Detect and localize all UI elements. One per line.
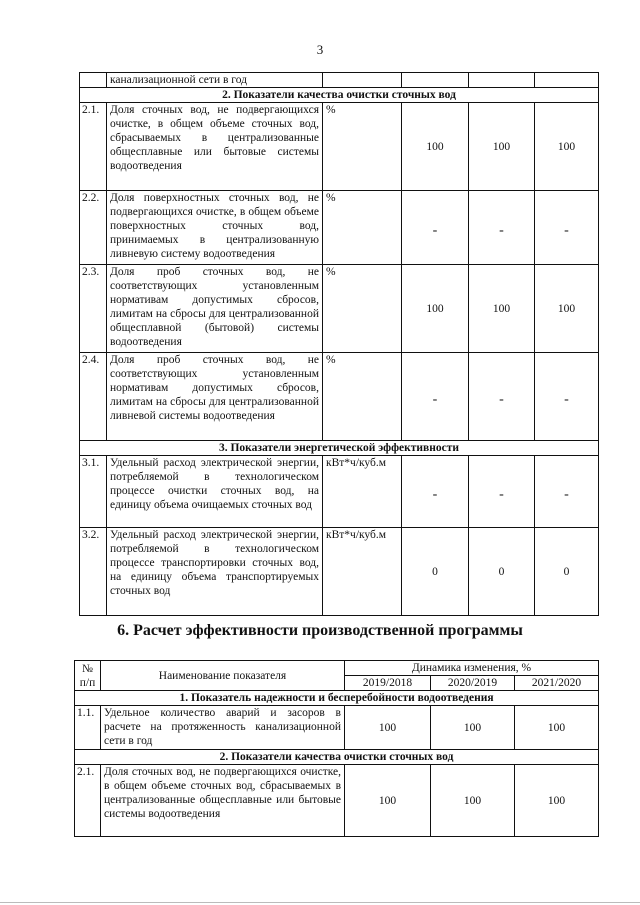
unit: % bbox=[323, 103, 402, 191]
table-row bbox=[80, 456, 599, 528]
indicator-name: Доля поверхностных сточных вод, не подвергающихся очистке, в общем объеме поверхностных сточных вод, принимаемых в централизованную ливневую систему водоотведения bbox=[107, 191, 323, 265]
table-row bbox=[75, 706, 599, 750]
column-header-period: 2019/2018 bbox=[345, 676, 431, 691]
value-cell: 100 bbox=[345, 765, 431, 837]
value-cell: 0 bbox=[535, 528, 599, 616]
value-cell: 100 bbox=[402, 265, 469, 353]
value-cell: - bbox=[469, 353, 535, 441]
section-6-title: 6. Расчет эффективности производственной программы bbox=[117, 622, 523, 639]
unit: % bbox=[323, 191, 402, 265]
value-cell: - bbox=[402, 353, 469, 441]
row-number: 2.4. bbox=[80, 353, 107, 441]
table-row bbox=[80, 103, 599, 191]
value-cell: - bbox=[469, 456, 535, 528]
indicator-name: Доля сточных вод, не подвергающихся очистке, в общем объеме сточных вод, сбрасываемых в централизованные общесплавные или бытовые системы водоотведения bbox=[107, 103, 323, 191]
value-cell: 0 bbox=[402, 528, 469, 616]
value-cell: - bbox=[535, 353, 599, 441]
value-cell: 100 bbox=[535, 103, 599, 191]
indicator-name: Удельное количество аварий и засоров в расчете на протяженность канализационной сети в год bbox=[101, 706, 345, 750]
value-cell: 100 bbox=[431, 706, 515, 750]
table-row bbox=[80, 265, 599, 353]
row-number: 3.1. bbox=[80, 456, 107, 528]
value-cell: - bbox=[402, 191, 469, 265]
section-header: 3. Показатели энергетической эффективности bbox=[80, 441, 599, 456]
value-cell: 100 bbox=[535, 265, 599, 353]
table-row bbox=[80, 353, 599, 441]
column-header-period: 2021/2020 bbox=[515, 676, 599, 691]
value-cell: 100 bbox=[515, 706, 599, 750]
section-header: 2. Показатели качества очистки сточных вод bbox=[80, 88, 599, 103]
indicator-name: Доля проб сточных вод, не соответствующих установленным нормативам допустимых сбросов, лимитам на сбросы для централизованной общесплавной (бытовой) системы водоотведения bbox=[107, 265, 323, 353]
row-number: 1.1. bbox=[75, 706, 101, 750]
value-cell: 100 bbox=[515, 765, 599, 837]
table-header-row bbox=[75, 661, 599, 676]
table-row bbox=[80, 528, 599, 616]
indicator-name: Доля проб сточных вод, не соответствующих установленным нормативам допустимых сбросов, лимитам на сбросы для централизованной ливневой системы водоотведения bbox=[107, 353, 323, 441]
efficiency-table bbox=[74, 660, 599, 837]
value-cell: 0 bbox=[469, 528, 535, 616]
unit: кВт*ч/куб.м bbox=[323, 528, 402, 616]
section-header: 1. Показатель надежности и бесперебойности водоотведения bbox=[75, 691, 599, 706]
value-cell: 100 bbox=[469, 265, 535, 353]
row-number: 2.1. bbox=[80, 103, 107, 191]
page-edge-line bbox=[0, 902, 640, 903]
row-number: 2.2. bbox=[80, 191, 107, 265]
unit: кВт*ч/куб.м bbox=[323, 456, 402, 528]
page-number: 3 bbox=[316, 42, 324, 57]
indicators-table bbox=[79, 72, 599, 616]
row-number: 3.2. bbox=[80, 528, 107, 616]
value-cell: 100 bbox=[469, 103, 535, 191]
column-header-number: № п/п bbox=[75, 661, 101, 691]
unit: % bbox=[323, 265, 402, 353]
column-header-period: 2020/2019 bbox=[431, 676, 515, 691]
indicator-name: Удельный расход электрической энергии, потребляемой в технологическом процессе очистки сточных вод, на единицу объема очищаемых сточных вод bbox=[107, 456, 323, 528]
value-cell: 100 bbox=[345, 706, 431, 750]
row-number: 2.1. bbox=[75, 765, 101, 837]
value-cell: - bbox=[402, 456, 469, 528]
value-cell: - bbox=[469, 191, 535, 265]
row-number: 2.3. bbox=[80, 265, 107, 353]
value-cell: - bbox=[535, 456, 599, 528]
value-cell: - bbox=[535, 191, 599, 265]
table-row bbox=[75, 765, 599, 837]
indicator-name: Удельный расход электрической энергии, потребляемой в технологическом процессе транспортировки сточных вод, на единицу объема транспортируемых сточных вод bbox=[107, 528, 323, 616]
table-row bbox=[80, 73, 599, 88]
value-cell: 100 bbox=[402, 103, 469, 191]
table-row bbox=[80, 191, 599, 265]
indicator-name: канализационной сети в год bbox=[107, 73, 323, 88]
value-cell: 100 bbox=[431, 765, 515, 837]
unit: % bbox=[323, 353, 402, 441]
column-header-dynamics: Динамика изменения, % bbox=[345, 661, 599, 676]
column-header-name: Наименование показателя bbox=[101, 661, 345, 691]
indicator-name: Доля сточных вод, не подвергающихся очистке, в общем объеме сточных вод, сбрасываемых в централизованные общесплавные или бытовые системы водоотведения bbox=[101, 765, 345, 837]
section-header: 2. Показатели качества очистки сточных вод bbox=[75, 750, 599, 765]
